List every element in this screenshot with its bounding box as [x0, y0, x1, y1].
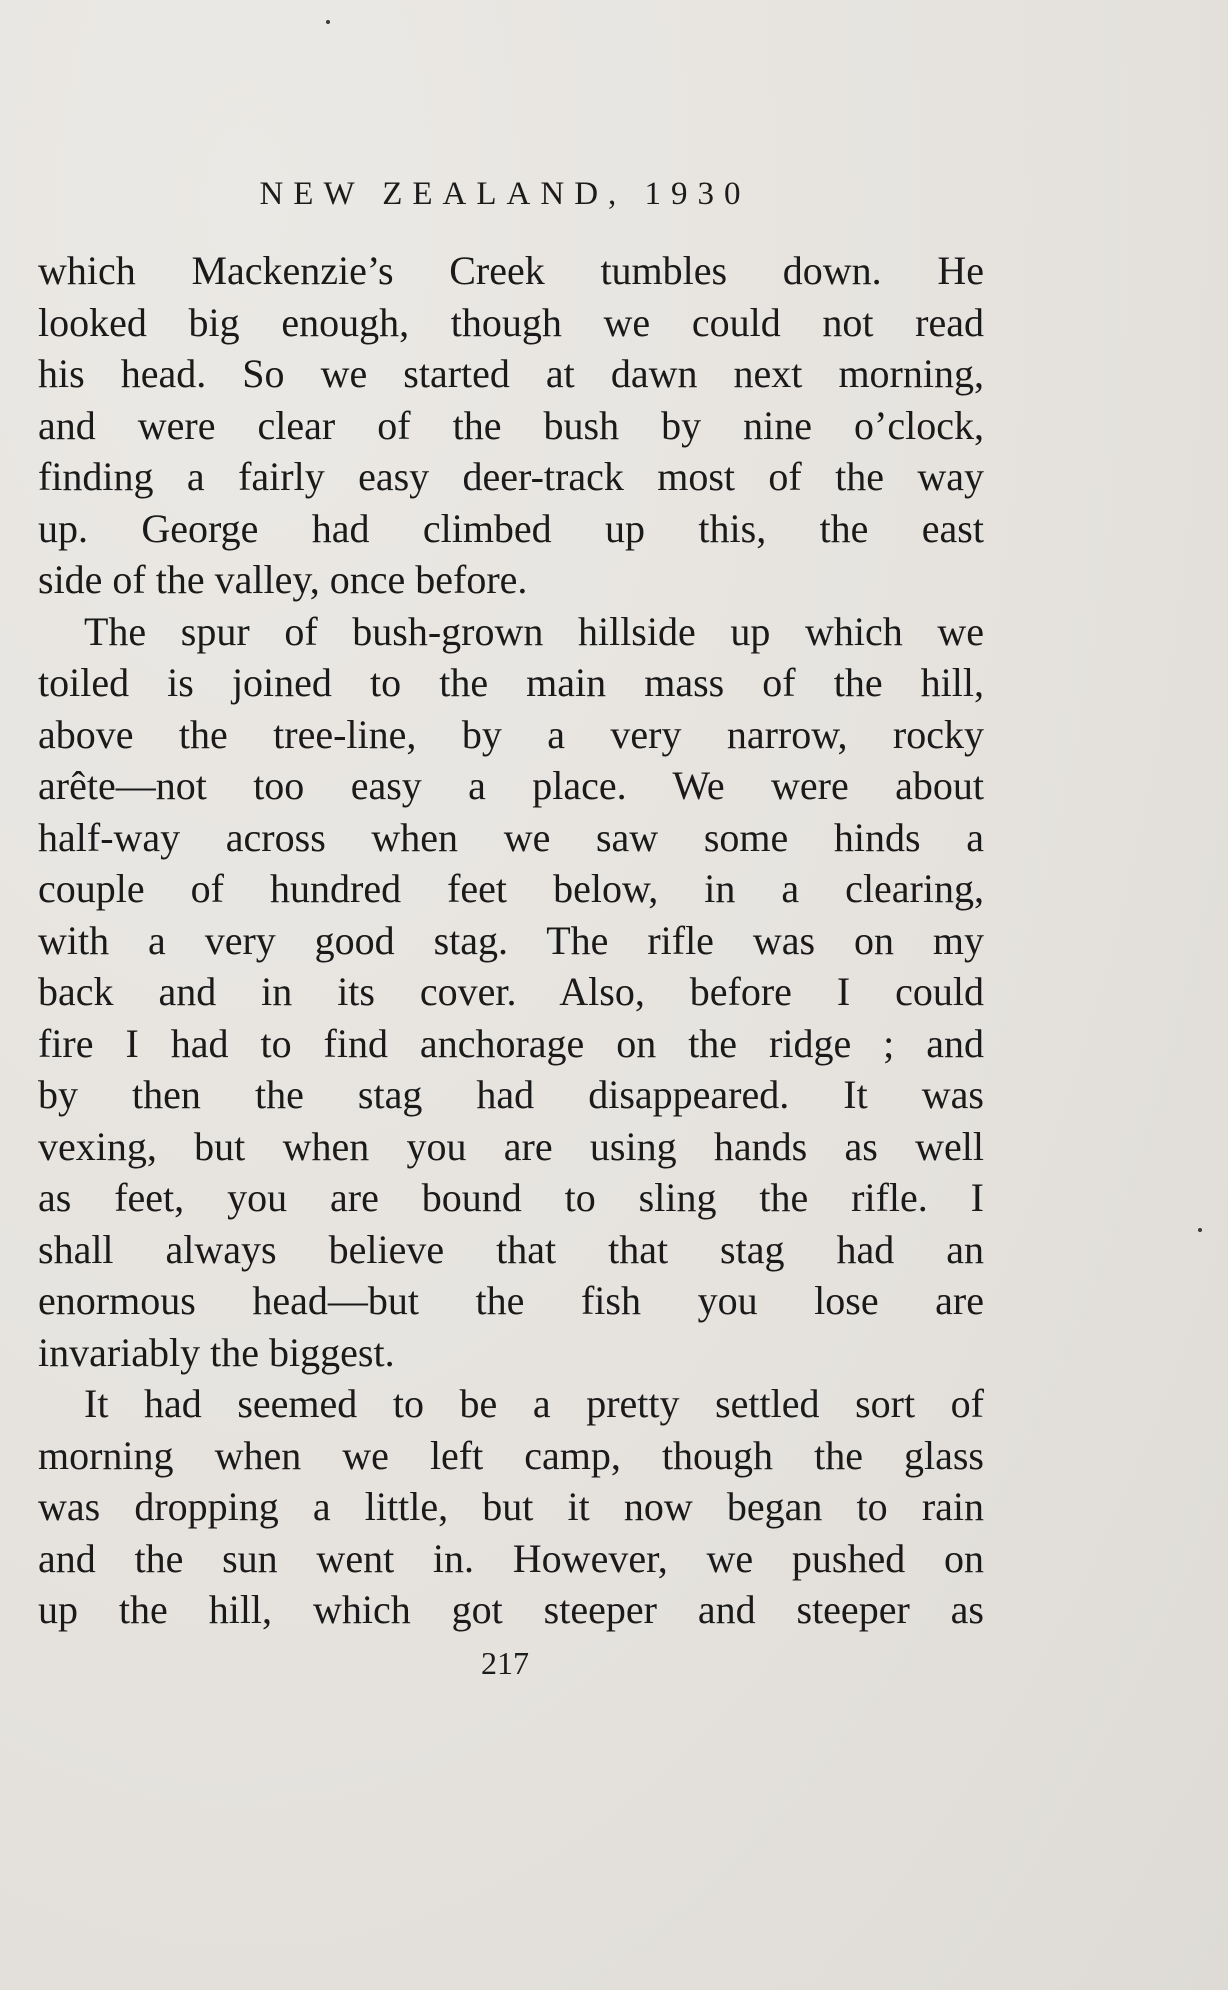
text-line: which Mackenzie’s Creek tumbles down. He	[38, 248, 984, 293]
text-line: up the hill, which got steeper and steeper as	[38, 1587, 984, 1632]
text-line: The spur of bush-grown hillside up which we	[84, 608, 984, 654]
text-line: his head. So we started at dawn next morning,	[38, 351, 984, 396]
text-line: couple of hundred feet below, in a clearing,	[38, 866, 984, 911]
paper-speck	[326, 20, 330, 24]
text-line: above the tree-line, by a very narrow, rocky	[38, 711, 984, 757]
text-line: was dropping a little, but it now began to rain	[38, 1484, 984, 1529]
text-line: It had seemed to be a pretty settled sort of	[84, 1381, 984, 1426]
body-text	[38, 245, 984, 1636]
text-line: invariably the biggest.	[38, 1329, 395, 1375]
text-line: with a very good stag. The rifle was on my	[38, 917, 984, 963]
text-line: and the sun went in. However, we pushed on	[38, 1535, 984, 1581]
text-line: morning when we left camp, though the glass	[38, 1432, 984, 1478]
text-line: finding a fairly easy deer-track most of the way	[38, 454, 984, 499]
text-line: shall always believe that that stag had an	[38, 1226, 984, 1272]
text-line: looked big enough, though we could not read	[38, 299, 984, 345]
running-head: NEW ZEALAND, 1930	[259, 176, 751, 212]
text-line: and were clear of the bush by nine o’clock,	[38, 402, 984, 448]
page-number: 217	[481, 1645, 529, 1681]
text-line: toiled is joined to the main mass of the hill,	[38, 660, 984, 705]
text-line: vexing, but when you are using hands as well	[38, 1123, 984, 1169]
paper-speck	[1198, 1228, 1202, 1232]
text-line: fire I had to find anchorage on the ridge ; and	[38, 1020, 984, 1066]
text-line: half-way across when we saw some hinds a	[38, 814, 984, 860]
text-line: back and in its cover. Also, before I could	[38, 969, 984, 1014]
text-line: by then the stag had disappeared. It was	[38, 1072, 984, 1117]
text-line: up. George had climbed up this, the east	[38, 505, 984, 551]
text-line: side of the valley, once before.	[38, 557, 528, 602]
text-line: enormous head—but the fish you lose are	[38, 1278, 984, 1323]
text-line: as feet, you are bound to sling the rifle. I	[38, 1175, 984, 1220]
text-line: arête—not too easy a place. We were about	[38, 763, 984, 808]
